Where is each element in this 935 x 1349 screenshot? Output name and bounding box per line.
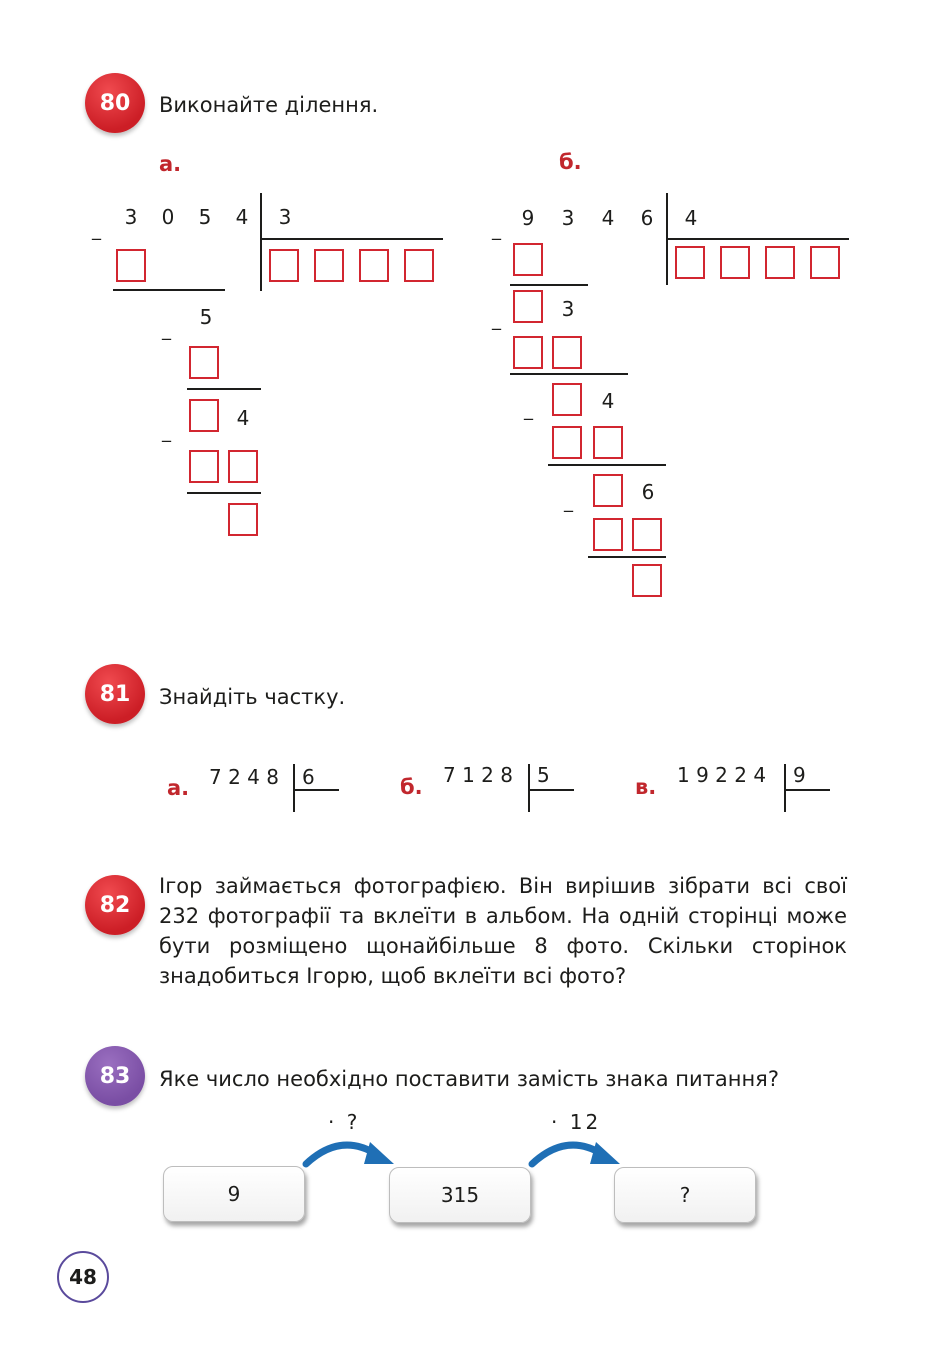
answer-box[interactable] [189,450,219,483]
dividend-digit: 4 [235,205,249,229]
arrow-icon [300,1134,400,1174]
division-underline [528,789,574,791]
task-81c-label: в. [635,775,657,799]
quotient-box[interactable] [314,249,344,282]
answer-box[interactable] [228,503,258,536]
answer-box[interactable] [593,426,623,459]
dividend-digit: 4 [601,206,615,230]
task-80b-label: б. [559,150,582,174]
step-digit: 4 [601,389,615,413]
answer-box[interactable] [593,474,623,507]
divisor: 3 [278,205,292,229]
chain-box-answer[interactable]: ? [614,1167,756,1223]
arrow-icon [526,1134,626,1174]
answer-box[interactable] [552,383,582,416]
answer-box[interactable] [593,518,623,551]
subtraction-line [187,492,261,494]
step-digit: 6 [641,480,655,504]
subtraction-line [548,464,666,466]
answer-box[interactable] [116,249,146,282]
dividend-digit: 5 [198,205,212,229]
dividend: 7 2 4 8 [209,765,279,789]
answer-box[interactable] [513,243,543,276]
subtraction-line [187,388,261,390]
answer-box[interactable] [189,399,219,432]
minus-sign: _ [162,320,171,341]
answer-box[interactable] [189,346,219,379]
quotient-box[interactable] [359,249,389,282]
task-80a-label: а. [159,152,182,176]
minus-sign: _ [492,310,501,331]
page-number: 48 [57,1251,109,1303]
dividend-digit: 6 [640,206,654,230]
answer-box[interactable] [513,290,543,323]
minus-sign: _ [92,220,101,241]
answer-box[interactable] [632,518,662,551]
answer-box[interactable] [228,450,258,483]
subtraction-line [588,556,666,558]
dividend-digit: 9 [521,206,535,230]
division-bar [784,764,786,812]
quotient-box[interactable] [720,246,750,279]
quotient-box[interactable] [269,249,299,282]
step-digit: 3 [561,297,575,321]
minus-sign: _ [162,422,171,443]
step-digit: 4 [236,406,250,430]
task-82-badge: 82 [85,875,145,935]
operation-label: · ? [328,1110,361,1134]
minus-sign: _ [564,492,573,513]
dividend: 7 1 2 8 [443,763,513,787]
subtraction-line [510,284,588,286]
subtraction-line [113,289,225,291]
dividend-digit: 3 [561,206,575,230]
division-underline [666,238,849,240]
chain-box-middle: 315 [389,1167,531,1223]
divisor: 6 [302,765,315,789]
step-digit: 5 [199,305,213,329]
division-underline [784,789,830,791]
quotient-box[interactable] [675,246,705,279]
dividend-digit: 0 [161,205,175,229]
answer-box[interactable] [552,336,582,369]
chain-box-start: 9 [163,1166,305,1222]
quotient-box[interactable] [810,246,840,279]
quotient-box[interactable] [765,246,795,279]
minus-sign: _ [524,400,533,421]
answer-box[interactable] [552,426,582,459]
answer-box[interactable] [513,336,543,369]
division-bar [528,764,530,812]
quotient-box[interactable] [404,249,434,282]
task-83-badge: 83 [85,1046,145,1106]
minus-sign: _ [492,220,501,241]
divisor: 4 [684,206,698,230]
divisor: 9 [793,763,806,787]
task-80-text: Виконайте ділення. [159,93,379,117]
task-83-text: Яке число необхідно поставити замість знака питання? [159,1067,779,1091]
division-bar [260,193,262,291]
answer-box[interactable] [632,564,662,597]
task-80-badge: 80 [85,73,145,133]
division-underline [260,238,443,240]
task-81b-label: б. [400,775,423,799]
subtraction-line [510,373,628,375]
dividend-digit: 3 [124,205,138,229]
division-underline [293,789,339,791]
task-81-badge: 81 [85,664,145,724]
division-bar [293,764,295,812]
task-81a-label: а. [167,776,190,800]
operation-label: · 12 [551,1110,602,1134]
task-81-text: Знайдіть частку. [159,685,346,709]
task-82-text: Ігор займається фотографією. Він вирішив зібрати всі свої 232 фотографії та вклеїти в альбом. На одній сторінці може бути розміщено щонайбільше 8 фото. Скільки сторінок знадобиться Ігорю, щоб вклеїти всі фото? [159,874,847,988]
dividend: 1 9 2 2 4 [677,763,767,787]
divisor: 5 [537,763,550,787]
